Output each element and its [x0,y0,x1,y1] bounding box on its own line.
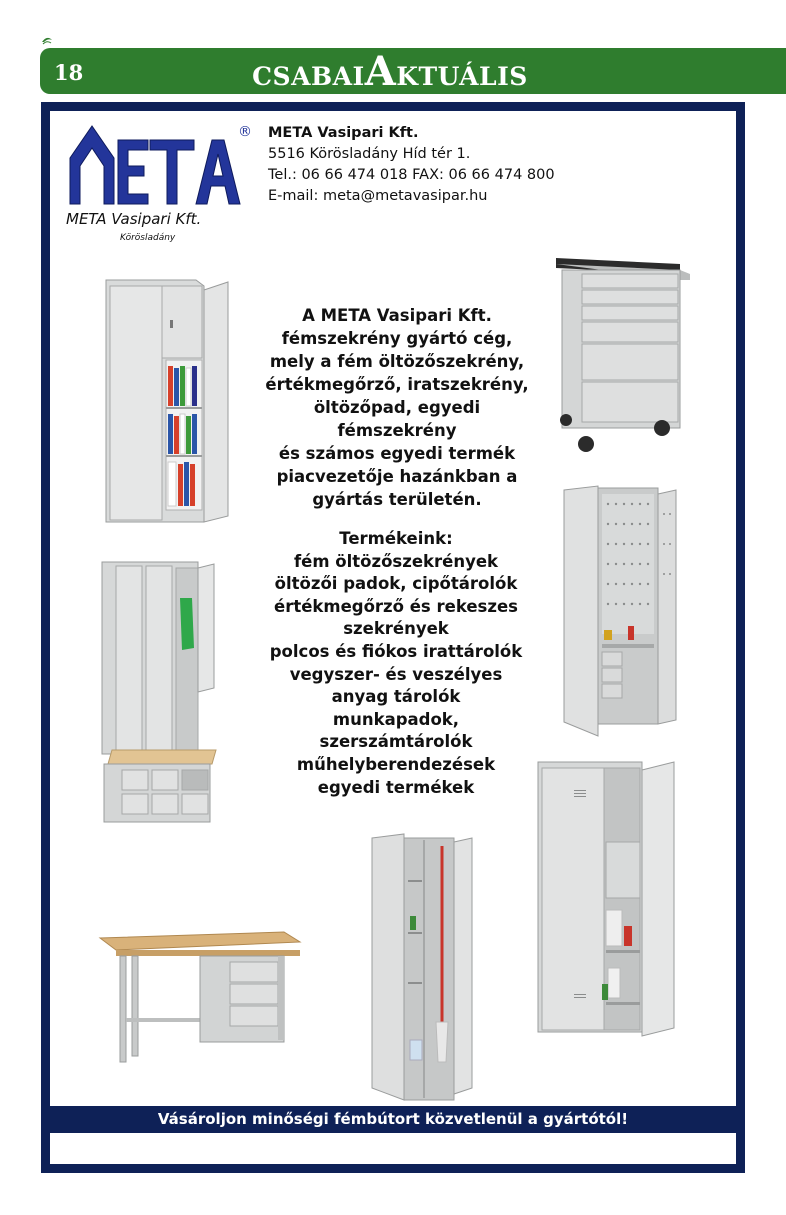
product-item: öltözői padok, cipőtárolók [274,574,518,594]
page-number: 18 [54,60,84,85]
swirl-icon [40,36,54,46]
title-prefix: CSABAI [252,62,365,91]
product-item: egyedi termékek [317,777,475,797]
document-cabinet-image [100,276,235,528]
product-item: anyag tárolók [331,687,461,707]
product-item: fém öltözőszekrények [293,551,499,571]
workbench-image [98,928,302,1068]
product-item: műhelyberendezések [296,754,496,774]
title-initial: A [364,48,397,95]
intro-text [262,304,532,511]
intro-line: A META Vasipari Kft. [302,306,492,325]
contact-block [268,123,555,207]
tool-trolley-image [552,250,694,460]
meta-logo [62,118,252,246]
intro-line: fémszekrény [337,421,457,440]
contact-address: 5516 Körösladány Híd tér 1. [268,146,471,162]
product-item: polcos és fiókos irattárolók [269,641,523,661]
title-rest: KTUÁLIS [396,62,528,91]
product-item: vegyszer- és veszélyes [289,664,503,684]
product-item: értékmegőrző és rekeszes [274,596,518,616]
intro-line: fémszekrény gyártó cég, [281,329,513,348]
chemical-cabinet-image [534,758,680,1038]
product-item: szekrények [343,619,449,639]
contact-company: META Vasipari Kft. [268,125,419,141]
logo-company: META Vasipari Kft. [66,210,202,228]
products-title: Termékeink: [339,529,453,548]
products-list [250,528,542,799]
contact-email: E-mail: meta@metavasipar.hu [268,188,488,204]
intro-line: és számos egyedi termék [278,444,516,463]
cleaning-cabinet-image [370,832,476,1106]
contact-phone-fax: Tel.: 06 66 474 018 FAX: 06 66 474 800 [268,167,555,183]
intro-line: öltözőpad, egyedi [313,398,481,417]
slogan-bar: Vásároljon minőségi fémbútort közvetlenül a gyártótól! [50,1106,736,1133]
intro-line: piacvezetője hazánkban a [276,467,518,486]
logo-mark-text: METa [62,118,65,119]
logo-town: Körösladány [120,233,176,243]
registered-mark: ® [238,124,252,140]
intro-line: gyártás területén. [312,490,482,509]
product-item: szerszámtárolók [319,732,473,752]
locker-with-bench-image [98,558,234,826]
intro-line: mely a fém öltözőszekrény, [269,352,525,371]
intro-line: értékmegőrző, iratszekrény, [265,375,529,394]
magazine-title [180,48,600,97]
perforated-tool-cabinet-image [562,484,680,738]
product-item: munkapadok, [332,709,460,729]
